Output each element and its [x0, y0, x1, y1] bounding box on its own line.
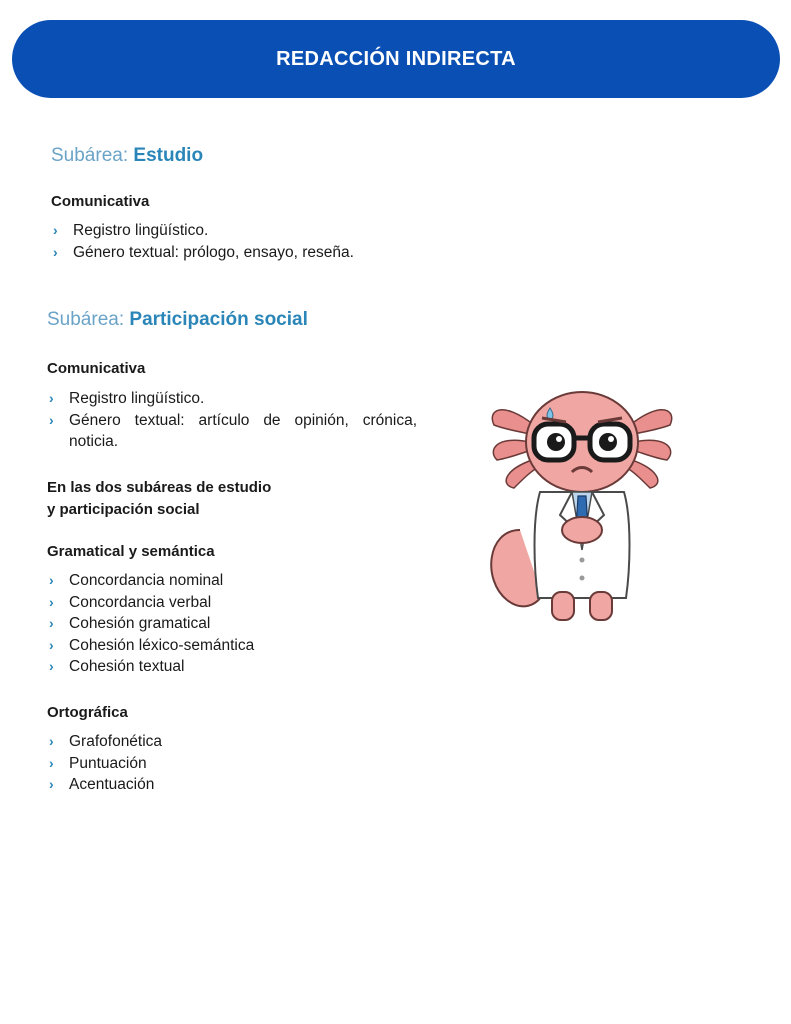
- estudio-list: [51, 220, 354, 263]
- participacion-list: [47, 388, 417, 453]
- list-item: › Género textual: prólogo, ensayo, reseña.: [51, 242, 354, 264]
- list-item: › Concordancia nominal: [47, 570, 254, 592]
- list-item: › Concordancia verbal: [47, 592, 254, 614]
- ortho-heading: Ortográfica: [47, 704, 128, 721]
- chevron-right-icon: ›: [49, 615, 54, 632]
- list-item: › Grafofonética: [47, 731, 162, 753]
- chevron-right-icon: ›: [49, 411, 54, 428]
- chevron-right-icon: ›: [49, 658, 54, 675]
- list-item: › Género textual: artículo de opinión, crónica, noticia.: [49, 411, 417, 451]
- title-banner: [12, 20, 780, 98]
- chevron-right-icon: ›: [49, 390, 54, 406]
- section-heading-comunicativa: Comunicativa: [47, 360, 146, 377]
- both-subareas-heading: En las dos subáreas de estudio y participación social: [47, 479, 272, 518]
- list-item: › Puntuación: [47, 753, 162, 775]
- chevron-right-icon: ›: [49, 733, 54, 749]
- section-heading-comunicativa: Comunicativa: [51, 193, 150, 210]
- chevron-right-icon: ›: [53, 222, 58, 238]
- subarea-estudio: [51, 145, 203, 167]
- subarea-label: Subárea:: [47, 309, 125, 330]
- ortho-list: [47, 731, 162, 796]
- chevron-right-icon: ›: [49, 572, 54, 588]
- chevron-right-icon: ›: [49, 754, 54, 771]
- list-item: › Cohesión gramatical: [47, 613, 254, 635]
- list-item: › Registro lingüístico.: [51, 220, 354, 242]
- subarea-participacion: [47, 309, 308, 331]
- chevron-right-icon: ›: [49, 636, 54, 653]
- chevron-right-icon: ›: [49, 776, 54, 793]
- subarea-value: Participación social: [129, 309, 308, 330]
- grammar-heading: Gramatical y semántica: [47, 543, 215, 560]
- subarea-label: Subárea:: [51, 145, 129, 166]
- page-title: REDACCIÓN INDIRECTA: [276, 47, 516, 70]
- subarea-value: Estudio: [133, 145, 204, 166]
- chevron-right-icon: ›: [49, 593, 54, 610]
- list-item: › Cohesión textual: [47, 656, 254, 678]
- grammar-list: [47, 570, 254, 678]
- axolotl-scientist-illustration: [482, 380, 682, 630]
- list-item: › Registro lingüístico.: [47, 388, 417, 410]
- list-item: › Acentuación: [47, 774, 162, 796]
- list-item: › Cohesión léxico-semántica: [47, 635, 254, 657]
- chevron-right-icon: ›: [53, 243, 58, 260]
